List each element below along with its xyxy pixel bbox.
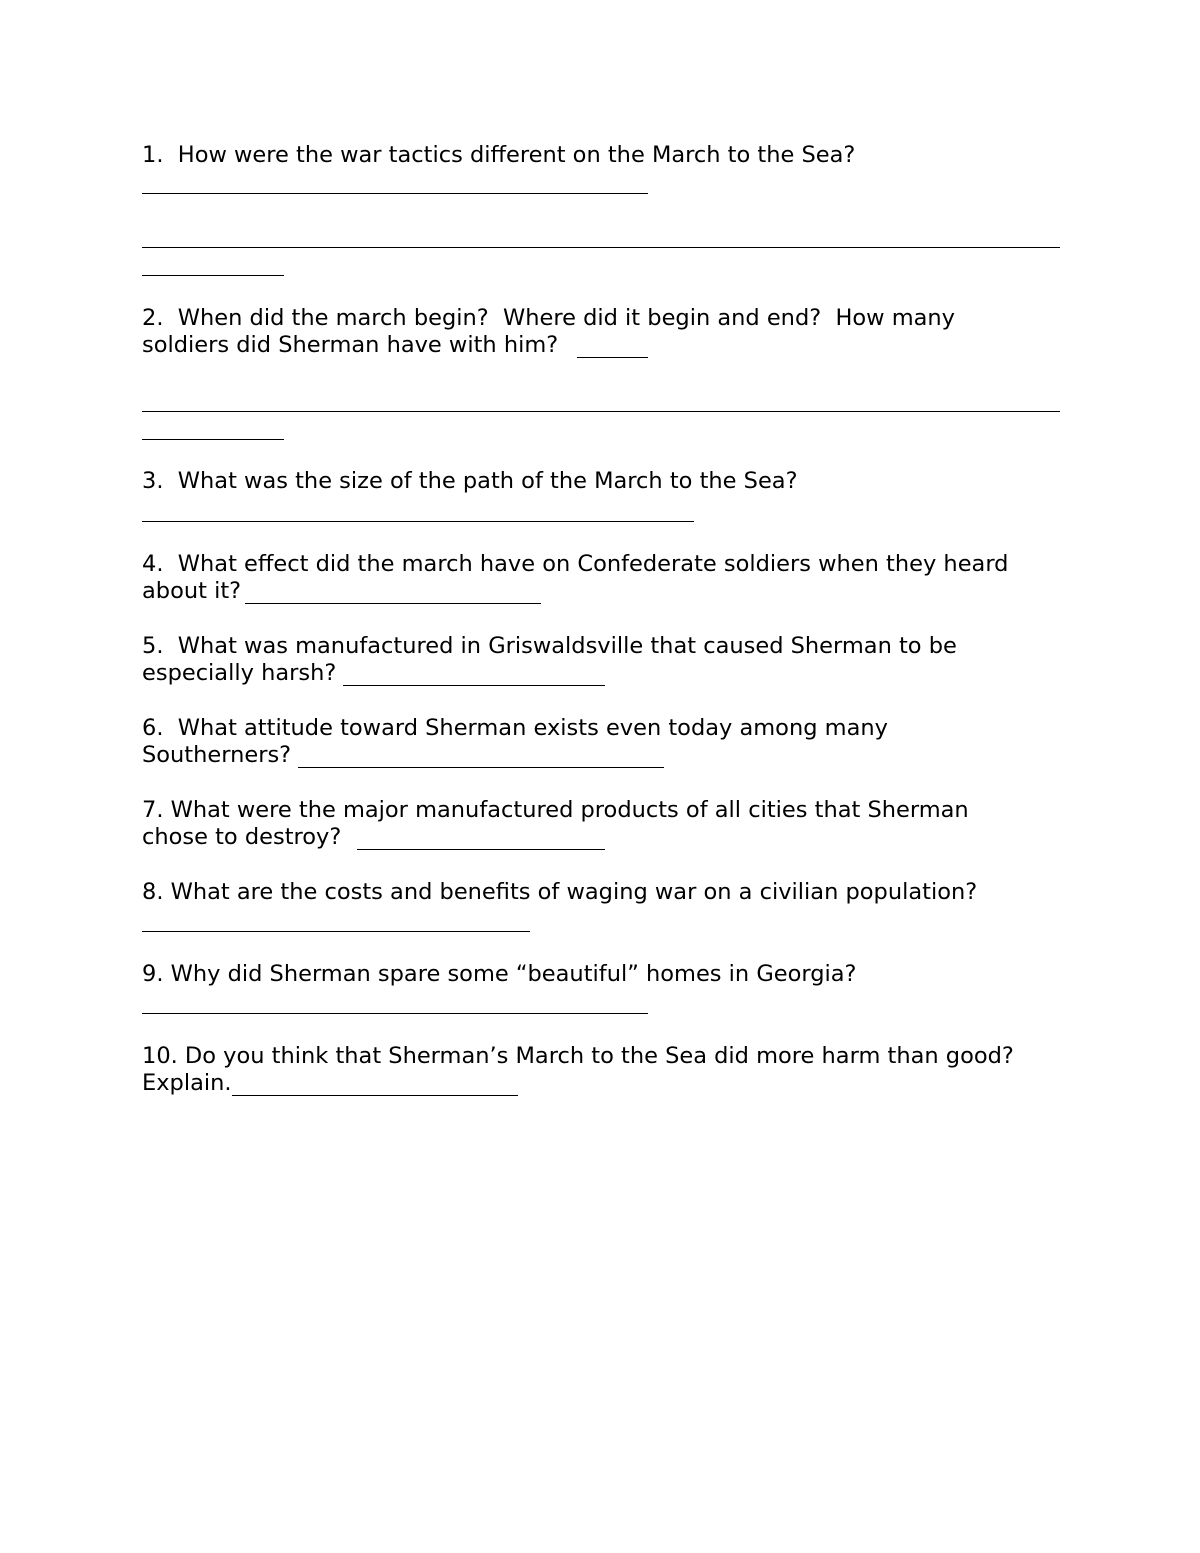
- answer-line-3: [142, 521, 694, 522]
- answer-line-2a: [577, 357, 648, 358]
- answer-line-10: [232, 1095, 518, 1096]
- question-9: 9. Why did Sherman spare some “beautiful” homes in Georgia?: [142, 961, 857, 987]
- answer-line-1c: [142, 275, 284, 276]
- answer-line-5: [343, 685, 605, 686]
- answer-line-9: [142, 1013, 648, 1014]
- question-6: 6. What attitude toward Sherman exists even today among many Southerners?: [142, 715, 888, 768]
- question-1: 1. How were the war tactics different on the March to the Sea?: [142, 142, 856, 168]
- answer-line-6: [298, 767, 664, 768]
- question-4: 4. What effect did the march have on Confederate soldiers when they heard about it?: [142, 551, 1009, 604]
- answer-line-8: [142, 931, 530, 932]
- answer-line-2c: [142, 439, 284, 440]
- answer-line-2b: [142, 411, 1060, 412]
- answer-line-1a: [142, 193, 648, 194]
- answer-line-7: [357, 849, 605, 850]
- answer-line-4: [245, 603, 541, 604]
- question-3: 3. What was the size of the path of the March to the Sea?: [142, 468, 798, 494]
- question-7: 7. What were the major manufactured products of all cities that Sherman chose to destroy?: [142, 797, 969, 850]
- question-10: 10. Do you think that Sherman’s March to the Sea did more harm than good? Explain.: [142, 1043, 1014, 1096]
- question-5: 5. What was manufactured in Griswaldsville that caused Sherman to be especially harsh?: [142, 633, 957, 686]
- question-8: 8. What are the costs and benefits of waging war on a civilian population?: [142, 879, 978, 905]
- answer-line-1b: [142, 247, 1060, 248]
- question-2: 2. When did the march begin? Where did it begin and end? How many soldiers did Sherman have with him?: [142, 305, 955, 358]
